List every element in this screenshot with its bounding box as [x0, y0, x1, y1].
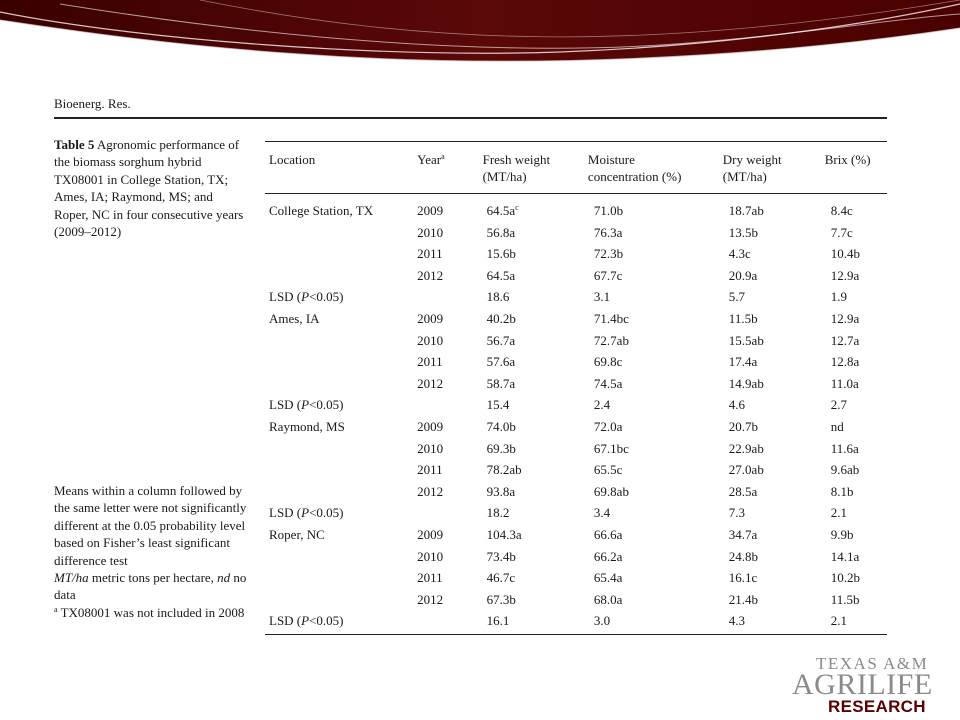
table-row	[265, 459, 887, 481]
cell-location	[265, 438, 413, 460]
svg-text:AGRILIFE: AGRILIFE	[792, 668, 933, 701]
cell-location	[265, 589, 413, 611]
cell-year: 2009	[417, 203, 444, 218]
table-header-row	[265, 142, 887, 194]
cell-brix: 2.1	[830, 505, 847, 521]
cell-brix: 12.9a	[830, 267, 860, 283]
cell-fresh-weight: 74.0b	[486, 418, 516, 434]
cell-fresh-weight: 15.4	[486, 397, 510, 413]
header-brix: Brix (%)	[824, 152, 871, 167]
table-row	[265, 330, 887, 352]
cell-year: 2010	[417, 548, 444, 564]
cell-year: 2010	[417, 224, 444, 240]
cell-brix: 11.5b	[830, 591, 860, 607]
cell-fresh-weight: 56.7a	[486, 332, 516, 348]
footnote-a: $^a$ TX08001 was not included in 2008	[54, 604, 245, 620]
cell-location: LSD (P<0.05)	[269, 505, 344, 521]
cell-moisture: 3.0	[584, 610, 719, 634]
cell-dry-weight: 4.3c	[728, 246, 751, 262]
cell-brix: 12.7a	[830, 332, 860, 348]
table-row	[265, 351, 887, 373]
cell-moisture: 65.4a	[593, 570, 623, 586]
table-row	[265, 567, 887, 589]
cell-moisture: 68.0a	[593, 591, 623, 607]
table-body	[265, 194, 887, 635]
cell-dry-weight: 21.4b	[728, 591, 759, 607]
cell-location: Raymond, MS	[269, 418, 345, 434]
header-location: Location	[269, 152, 316, 167]
table-row	[265, 546, 887, 568]
table-row	[265, 286, 887, 308]
table-row	[265, 589, 887, 611]
cell-year: 2011	[417, 246, 443, 262]
cell-location	[265, 330, 413, 352]
header-moisture: Moisture concentration (%)	[587, 152, 682, 184]
table-row	[265, 481, 887, 503]
cell-brix: 11.0a	[830, 375, 859, 391]
cell-year: 2010	[417, 440, 444, 456]
cell-brix: 2.7	[830, 397, 847, 413]
cell-location	[265, 243, 413, 265]
table-row	[265, 438, 887, 460]
cell-brix: 8.4c	[830, 203, 853, 218]
cell-fresh-weight: 18.2	[486, 505, 510, 521]
cell-moisture: 3.4	[593, 505, 611, 521]
cell-moisture: 66.6a	[593, 526, 623, 542]
table-row	[265, 194, 887, 222]
table-caption-text: Agronomic performance of the biomass sorghum hybrid TX08001 in College Station, TX; Ames, IA; Raymond, MS; and Roper, NC in four consecutive years (2009–2012)	[54, 137, 244, 240]
cell-dry-weight: 4.3	[719, 610, 821, 634]
cell-fresh-weight: 69.3b	[486, 440, 516, 456]
header-dry-weight: Dry weight (MT/ha)	[722, 152, 782, 184]
cell-year: 2009	[417, 418, 444, 434]
cell-location: LSD (P<0.05)	[265, 610, 413, 634]
cell-brix: 14.1a	[830, 548, 860, 564]
cell-brix: 9.9b	[830, 526, 854, 542]
cell-fresh-weight: 40.2b	[486, 310, 516, 326]
cell-dry-weight: 17.4a	[728, 354, 758, 370]
cell-moisture: 69.8c	[593, 354, 623, 370]
cell-dry-weight: 14.9ab	[728, 375, 764, 391]
cell-brix: 10.2b	[830, 570, 860, 586]
cell-year	[413, 502, 476, 524]
cell-brix: nd	[830, 418, 844, 434]
journal-name: Bioenerg. Res.	[54, 96, 131, 111]
cell-brix: 12.9a	[830, 310, 860, 326]
cell-fresh-weight: 78.2ab	[486, 462, 522, 478]
fresh-weight-footnote-mark: c	[515, 203, 519, 212]
cell-fresh-weight: 58.7a	[486, 375, 516, 391]
cell-dry-weight: 7.3	[728, 505, 746, 521]
cell-year: 2009	[417, 526, 444, 542]
cell-year	[413, 286, 476, 308]
cell-location: College Station, TX	[269, 203, 374, 218]
cell-dry-weight: 15.5ab	[728, 332, 764, 348]
cell-fresh-weight: 16.1	[477, 610, 584, 634]
cell-moisture: 65.5c	[593, 462, 623, 478]
table-footnotes	[54, 482, 249, 621]
cell-moisture: 2.4	[593, 397, 611, 413]
cell-year: 2012	[417, 375, 444, 391]
table-row	[265, 265, 887, 287]
cell-dry-weight: 11.5b	[728, 310, 758, 326]
header-banner	[0, 0, 960, 80]
cell-year	[413, 394, 476, 416]
cell-dry-weight: 16.1c	[728, 570, 758, 586]
cell-brix: 8.1b	[830, 483, 854, 499]
cell-dry-weight: 34.7a	[728, 526, 758, 542]
cell-location: LSD (P<0.05)	[269, 289, 344, 305]
cell-fresh-weight: 15.6b	[486, 246, 516, 262]
footnote-abbreviations: MT/ha metric tons per hectare, nd no data	[54, 570, 247, 603]
cell-moisture: 3.1	[593, 289, 611, 305]
cell-fresh-weight: 18.6	[486, 289, 510, 305]
cell-location	[265, 351, 413, 373]
cell-brix: 12.8a	[830, 354, 860, 370]
cell-brix: 9.6ab	[830, 462, 860, 478]
cell-dry-weight: 20.7b	[728, 418, 759, 434]
cell-brix: 2.1	[821, 610, 887, 634]
table-row	[265, 610, 887, 634]
table-row	[265, 373, 887, 395]
cell-moisture: 76.3a	[593, 224, 623, 240]
svg-text:TEXAS A&M: TEXAS A&M	[816, 654, 929, 673]
cell-location	[265, 222, 413, 244]
table-row	[265, 502, 887, 524]
cell-location	[265, 546, 413, 568]
cell-dry-weight: 18.7ab	[728, 203, 764, 218]
cell-moisture: 71.4bc	[593, 310, 629, 326]
svg-text:RESEARCH: RESEARCH	[828, 697, 926, 714]
cell-fresh-weight: 57.6a	[486, 354, 516, 370]
cell-year: 2012	[417, 591, 444, 607]
cell-brix: 7.7c	[830, 224, 853, 240]
cell-year: 2010	[417, 332, 444, 348]
texas-am-agrilife-research-logo	[792, 652, 942, 714]
header-rule	[54, 117, 887, 119]
cell-fresh-weight: 93.8a	[486, 483, 516, 499]
cell-location	[265, 373, 413, 395]
table-row	[265, 243, 887, 265]
cell-moisture: 69.8ab	[593, 483, 629, 499]
table-row	[265, 222, 887, 244]
cell-dry-weight: 24.8b	[728, 548, 759, 564]
data-table	[265, 141, 887, 635]
cell-location	[265, 567, 413, 589]
cell-dry-weight: 13.5b	[728, 224, 759, 240]
cell-location	[265, 459, 413, 481]
cell-year	[413, 610, 476, 634]
table-row	[265, 524, 887, 546]
cell-year: 2011	[417, 354, 443, 370]
cell-location: Roper, NC	[269, 526, 325, 542]
cell-location: LSD (P<0.05)	[269, 397, 344, 413]
cell-moisture: 67.1bc	[593, 440, 629, 456]
cell-location	[265, 481, 413, 503]
cell-dry-weight: 20.9a	[728, 267, 758, 283]
cell-dry-weight: 5.7	[728, 289, 746, 305]
table-label: Table 5	[54, 137, 95, 152]
cell-fresh-weight: 64.5a	[486, 267, 516, 283]
header-year: Year$^a$	[417, 152, 445, 167]
cell-fresh-weight: $64.5a^c$	[486, 203, 519, 218]
cell-year: 2011	[417, 462, 443, 478]
cell-location	[265, 265, 413, 287]
cell-brix: 11.6a	[830, 440, 859, 456]
cell-dry-weight: 27.0ab	[728, 462, 764, 478]
cell-moisture: 72.0a	[593, 418, 623, 434]
cell-fresh-weight: 56.8a	[486, 224, 516, 240]
cell-fresh-weight: 104.3a	[486, 526, 522, 542]
cell-brix: 1.9	[830, 289, 847, 305]
year-footnote-mark: a	[441, 152, 445, 161]
table-row	[265, 308, 887, 330]
table-row	[265, 394, 887, 416]
cell-dry-weight: 22.9ab	[728, 440, 764, 456]
cell-moisture: 71.0b	[593, 203, 624, 218]
cell-moisture: 67.7c	[593, 267, 623, 283]
cell-location: Ames, IA	[269, 310, 320, 326]
table-caption	[54, 136, 249, 240]
cell-brix: 10.4b	[830, 246, 860, 262]
cell-fresh-weight: 73.4b	[486, 548, 516, 564]
header-fresh-weight: Fresh weight (MT/ha)	[482, 152, 551, 184]
cell-year: 2012	[417, 483, 444, 499]
cell-moisture: 72.7ab	[593, 332, 629, 348]
footnote-means: Means within a column followed by the same letter were not significantly different at the 0.05 probability level based on Fisher’s least significant difference test	[54, 483, 247, 568]
cell-year: 2011	[417, 570, 443, 586]
cell-dry-weight: 28.5a	[728, 483, 758, 499]
cell-dry-weight: 4.6	[728, 397, 746, 413]
cell-moisture: 74.5a	[593, 375, 623, 391]
cell-moisture: 66.2a	[593, 548, 623, 564]
cell-fresh-weight: 46.7c	[486, 570, 516, 586]
cell-fresh-weight: 67.3b	[486, 591, 516, 607]
cell-year: 2009	[417, 310, 444, 326]
table-row	[265, 416, 887, 438]
cell-year: 2012	[417, 267, 444, 283]
cell-moisture: 72.3b	[593, 246, 624, 262]
